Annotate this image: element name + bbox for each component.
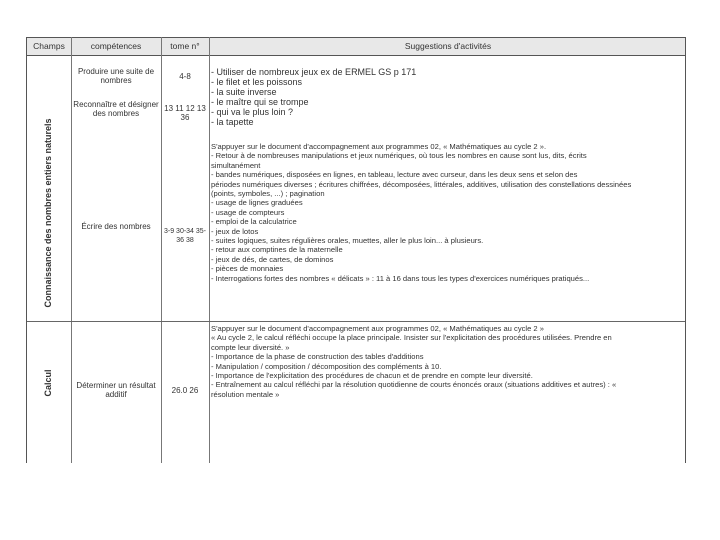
activities-list-2 bbox=[211, 324, 685, 399]
tome-ecrire: 3-9 30-34 35-36 38 bbox=[163, 228, 207, 244]
list-item: - jeux de dés, de cartes, de dominos bbox=[211, 254, 334, 264]
list-item: - bandes numériques, disposées en lignes, en tableau, lecture avec curseur, dans les deux sens et selon des bbox=[211, 170, 578, 180]
competence-resultat-additif: Déterminer un résultat additif bbox=[76, 381, 156, 399]
list-item: S'appuyer sur le document d'accompagnement aux programmes 02, « Mathématiques au cycle 2 » bbox=[211, 324, 544, 333]
list-item: - Retour à de nombreuses manipulations et jeux numériques, où tous les nombres en cause sont lus, dits, écrits bbox=[211, 151, 587, 161]
activities-list-1a bbox=[211, 67, 685, 127]
divider-col1 bbox=[71, 37, 72, 463]
header-competences: compétences bbox=[90, 41, 142, 51]
competence-produire: Produire une suite de nombres bbox=[77, 67, 155, 85]
list-item: - la tapette bbox=[211, 117, 254, 127]
list-item: simultanément bbox=[211, 160, 261, 170]
section2-title: Calcul bbox=[43, 369, 53, 397]
list-item: compte leur diversité. » bbox=[211, 342, 290, 352]
list-item: - Interrogations fortes des nombres « délicats » : 11 à 16 dans tous les types d'exercices numériques pratiqués... bbox=[211, 273, 590, 283]
list-item: - Importance de la phase de construction des tables d'additions bbox=[211, 352, 424, 362]
list-item: - jeux de lotos bbox=[211, 226, 259, 236]
list-item: - la suite inverse bbox=[211, 87, 277, 97]
list-item: - pièces de monnaies bbox=[211, 264, 284, 274]
divider-col3 bbox=[209, 37, 210, 463]
list-item: - suites logiques, suites régulières orales, muettes, aller le plus loin... à plusieurs. bbox=[211, 236, 484, 246]
tome-resultat-additif: 26.0 26 bbox=[171, 386, 199, 395]
list-item: - le maître qui se trompe bbox=[211, 97, 309, 107]
list-item: - qui va le plus loin ? bbox=[211, 107, 294, 117]
list-item: résolution mentale » bbox=[211, 389, 280, 399]
divider-col2 bbox=[161, 37, 162, 463]
header-tome: tome n° bbox=[170, 41, 200, 51]
list-item: périodes numériques diverses ; écritures chiffrées, décomposées, littérales, additives, utilisation des constellations dessinées bbox=[211, 179, 632, 189]
list-item: - Importance de l'explicitation des procédures de chacun et de prendre en compte leur diversité. bbox=[211, 371, 533, 381]
list-item: - usage de compteurs bbox=[211, 207, 285, 217]
activities-list-1b bbox=[211, 142, 685, 283]
list-item: S'appuyer sur le document d'accompagnement aux programmes 02, « Mathématiques au cycle 2 ». bbox=[211, 142, 547, 151]
list-item: - emploi de la calculatrice bbox=[211, 217, 297, 227]
list-item: - usage de lignes graduées bbox=[211, 198, 303, 208]
activities-table bbox=[26, 37, 686, 463]
competence-ecrire: Écrire des nombres bbox=[81, 222, 151, 231]
header-domain: Champs bbox=[33, 41, 65, 51]
list-item: (points, symboles, ...) ; pagination bbox=[211, 189, 325, 199]
list-item: - Manipulation / composition / décomposition des compléments à 10. bbox=[211, 361, 442, 371]
list-item: - Utiliser de nombreux jeux ex de ERMEL GS p 171 bbox=[211, 67, 417, 77]
table-header bbox=[27, 37, 685, 56]
list-item: « Au cycle 2, le calcul réfléchi occupe la place principale. Insister sur l'explicitation des procédures utilisées. Prendre en bbox=[211, 333, 612, 343]
header-suggestions: Suggestions d'activités bbox=[404, 41, 492, 51]
tome-reconnaitre: 13 11 12 13 36 bbox=[164, 104, 206, 122]
list-item: - le filet et les poissons bbox=[211, 77, 303, 87]
section-divider bbox=[27, 321, 685, 322]
tome-produire: 4-8 bbox=[179, 72, 191, 81]
section1-title: Connaissance des nombres entiers naturels bbox=[43, 118, 53, 308]
list-item: - Entraînement au calcul réfléchi par la résolution quotidienne de courts énoncés oraux (situations additives et autres) : « bbox=[211, 380, 617, 390]
competence-reconnaitre: Reconnaître et désigner des nombres bbox=[73, 100, 159, 118]
list-item: - retour aux comptines de la maternelle bbox=[211, 245, 343, 255]
